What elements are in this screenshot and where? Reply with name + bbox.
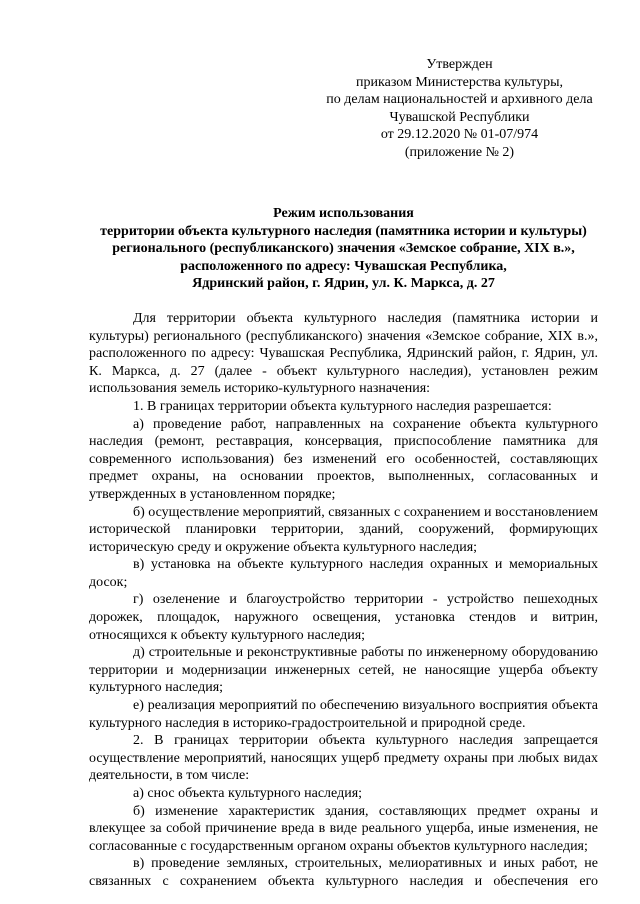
- document-title: [89, 205, 598, 293]
- paragraph-item-1d: д) строительные и реконструктивные работы по инженерному оборудованию территории и модернизации инженерных сетей, не наносящие ущерба объекту культурного наследия;: [89, 645, 598, 696]
- title-line: расположенного по адресу: Чувашская Республика,: [180, 258, 507, 274]
- document-body: [89, 310, 598, 891]
- paragraph-section-1: 1. В границах территории объекта культурного наследия разрешается:: [133, 398, 552, 414]
- approval-line: Утвержден: [426, 57, 493, 72]
- approval-line: (приложение № 2): [404, 144, 515, 160]
- paragraph-item-2b: б) изменение характеристик здания, составляющих предмет охраны и влекущее за собой причинение вреда в виде реального ущерба, иные изменения, не согласованные с государственным органом охраны объектов культурного наследия;: [89, 803, 598, 854]
- approval-line: приказом Министерства культуры,: [356, 74, 563, 90]
- approval-line: Чувашской Республики: [389, 109, 530, 125]
- title-line: регионального (республиканского) значения «Земское собрание, XIX в.»,: [112, 241, 575, 257]
- paragraph-item-1e: е) реализация мероприятий по обеспечению визуального восприятия объекта культурного наследия в историко-градостроительной и природной среде.: [89, 698, 598, 731]
- paragraph-item-1b: б) осуществление мероприятий, связанных с сохранением и восстановлением исторической планировки территории, зданий, сооружений, формирующих историческую среду и окружение объекта культурного наследия;: [89, 504, 598, 555]
- title-line: Ядринский район, г. Ядрин, ул. К. Маркса, д. 27: [192, 276, 495, 292]
- paragraph-item-2v: в) проведение земляных, строительных, мелиоративных и иных работ, не связанных с сохранением объекта культурного наследия и обеспечения его: [89, 856, 598, 889]
- paragraph-item-1a: а) проведение работ, направленных на сохранение объекта культурного наследия (ремонт, реставрация, консервация, приспособление памятника для современного использования) без изменений его особенностей, составляющих предмет охраны, на основании проектов, выполненных, согласованных и утвержденных в установленном порядке;: [89, 416, 598, 502]
- title-line: Режим использования: [273, 206, 414, 221]
- approval-line: от 29.12.2020 № 01-07/974: [380, 127, 539, 142]
- paragraph-item-1g: г) озеленение и благоустройство территории - устройство пешеходных дорожек, площадок, наружного освещения, установка стендов и витрин, относящихся к объекту культурного наследия;: [89, 592, 598, 643]
- approval-line: по делам национальностей и архивного дела: [326, 92, 593, 107]
- paragraph-item-1v: в) установка на объекте культурного наследия охранных и мемориальных досок;: [89, 557, 598, 590]
- paragraph-intro: Для территории объекта культурного наследия (памятника истории и культуры) регионального (республиканского) значения «Земское собрание, XIX в.», расположенного по адресу: Чувашская Республика, Ядринский район, г. Ядрин, ул. К. Маркса, д. 27 (далее - объект культурного наследия), установлен режим использования земель историко-культурного назначения:: [89, 310, 598, 397]
- title-line: территории объекта культурного наследия (памятника истории и культуры): [100, 223, 587, 239]
- paragraph-item-2a: а) снос объекта культурного наследия;: [133, 786, 363, 801]
- paragraph-section-2: 2. В границах территории объекта культурного наследия запрещается осуществление мероприятий, наносящих ущерб предмету охраны при любых видах деятельности, в том числе:: [89, 733, 598, 784]
- approval-block: [321, 56, 598, 161]
